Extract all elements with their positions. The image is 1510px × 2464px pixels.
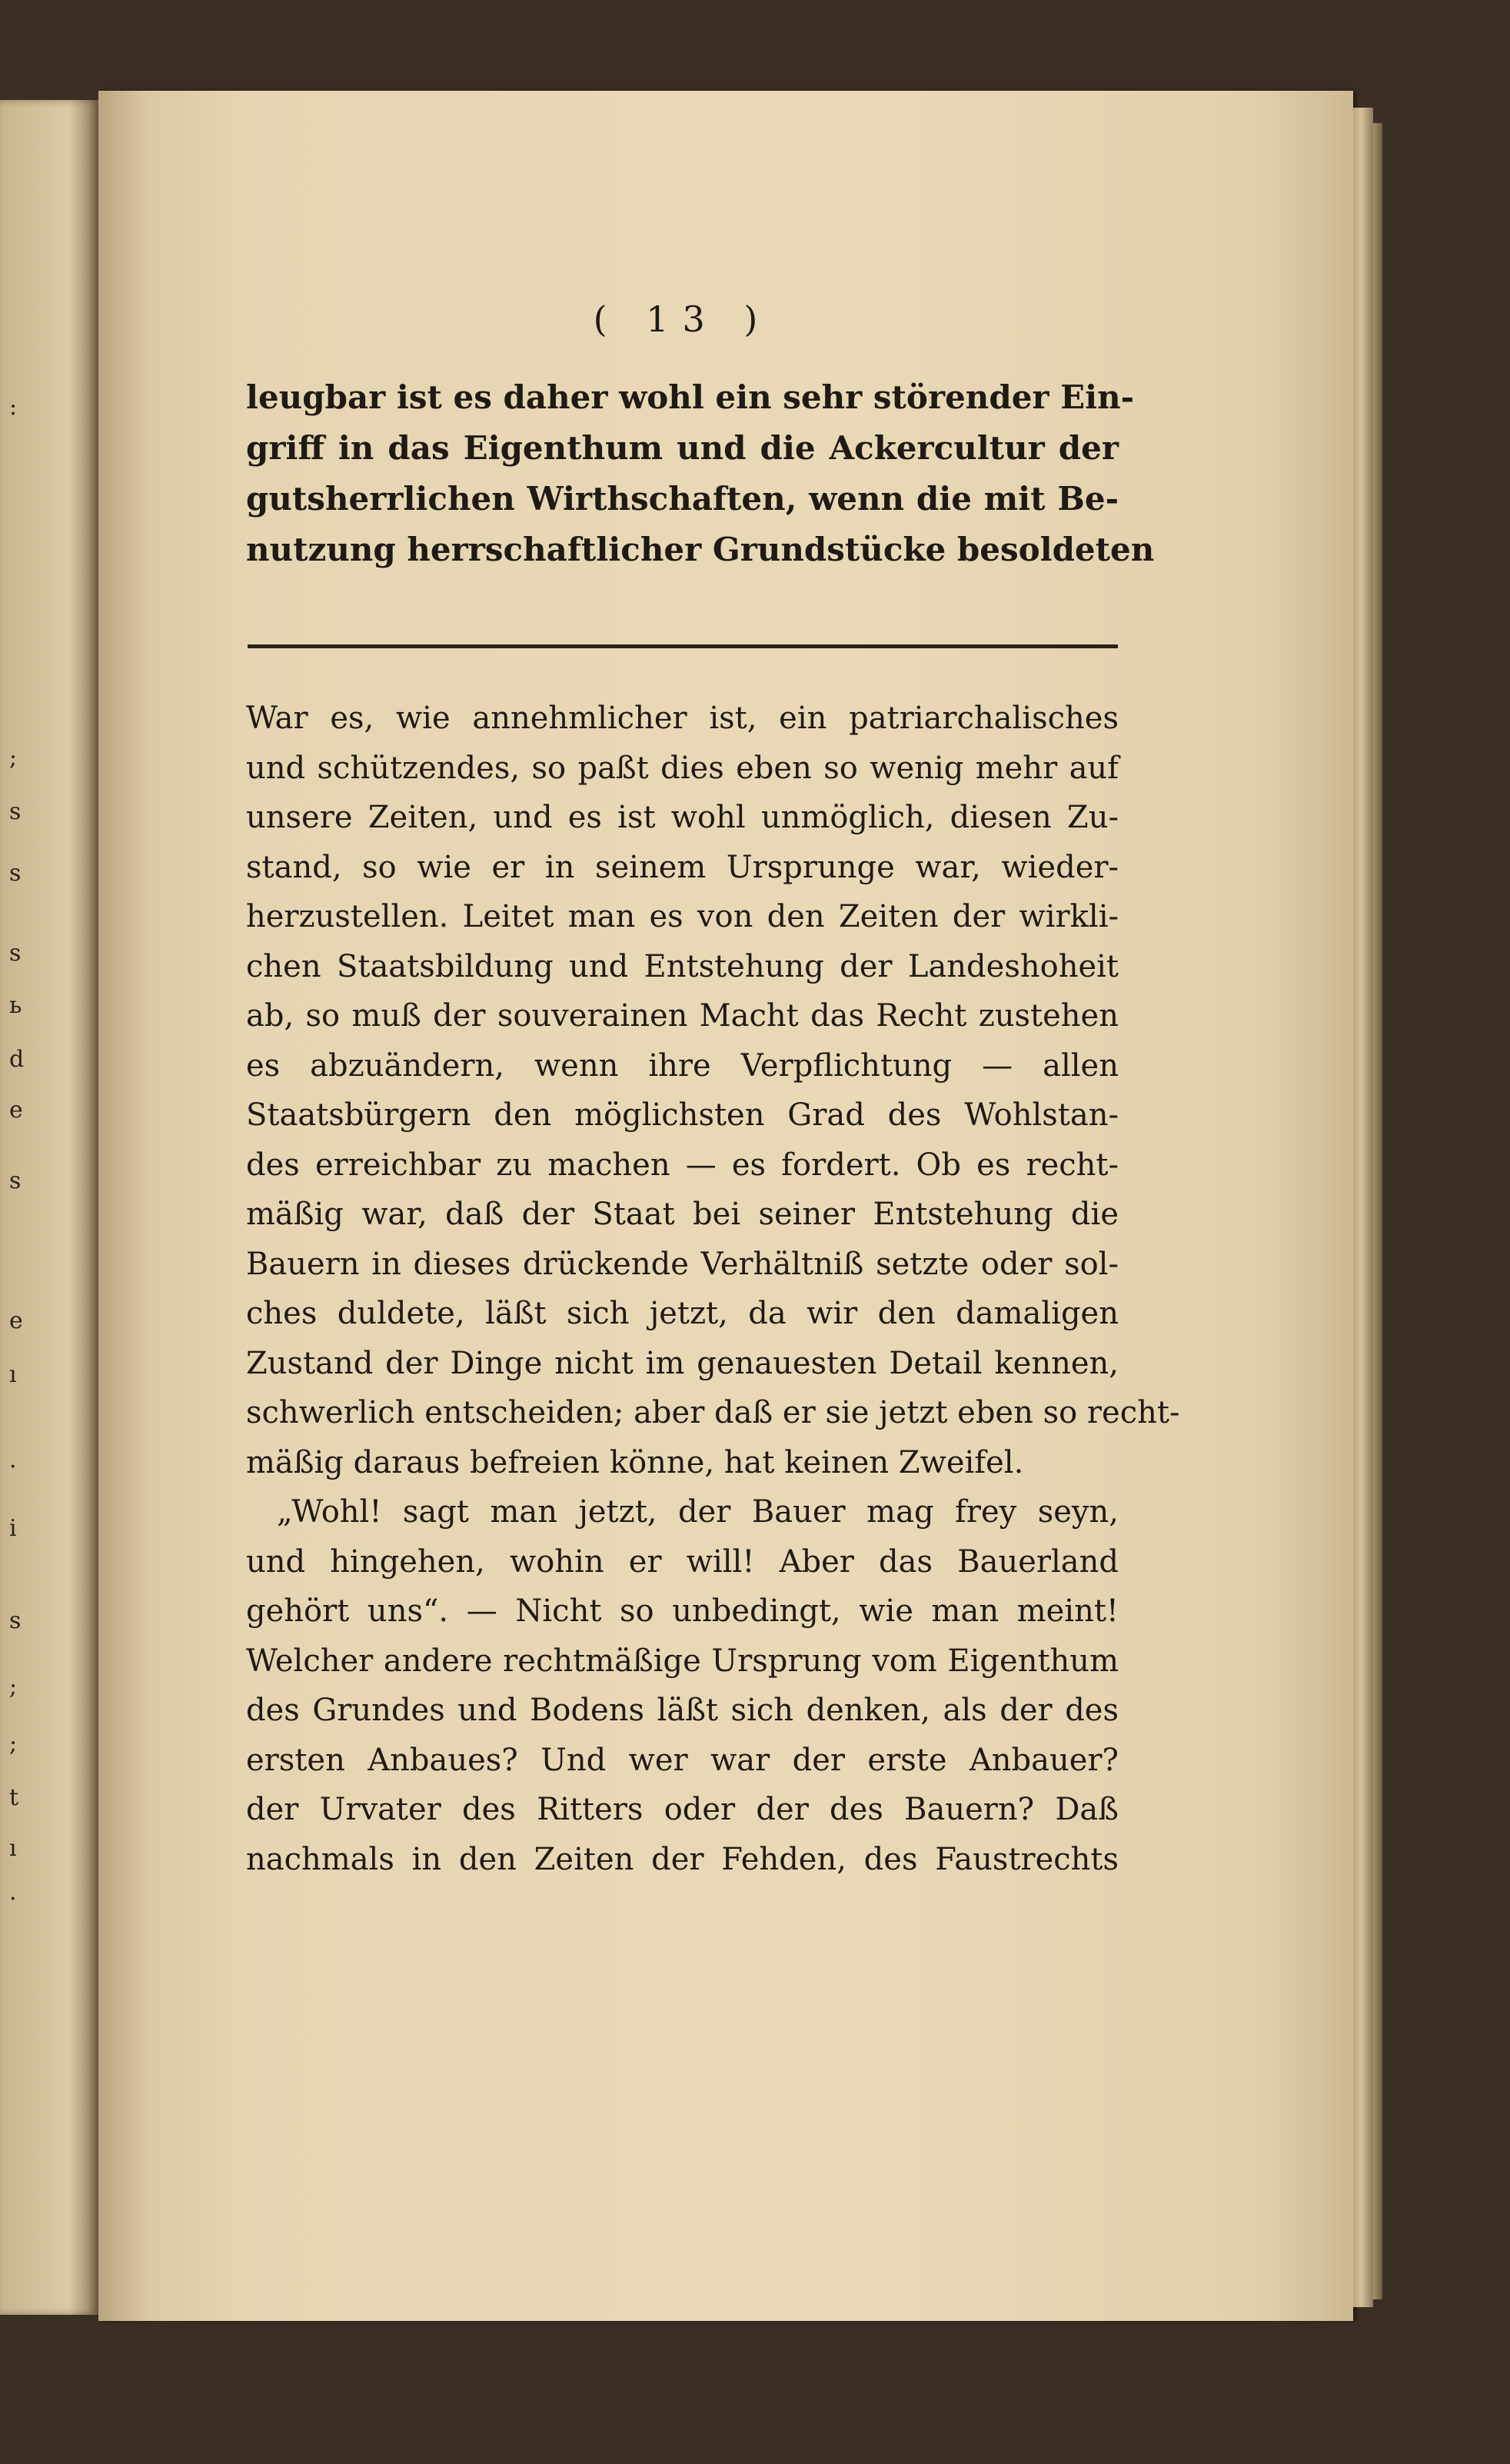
footnote-line: chen Staatsbildung und Entstehung der Landeshoheit [246,948,1119,984]
footnote-line: herzustellen. Leitet man es von den Zeiten der wirkli- [246,899,1119,934]
margin-mark: s [9,940,22,967]
margin-mark: s [9,860,22,887]
page-fore-edge [1353,108,1373,2307]
footnote-line: Welcher andere rechtmäßige Ursprung vom Eigenthum [246,1643,1119,1679]
footnote-line: mäßig war, daß der Staat bei seiner Entstehung die [246,1197,1119,1232]
margin-mark: d [9,1046,25,1073]
footnote-line: Bauern in dieses drückende Verhältniß setzte oder sol- [246,1246,1119,1282]
left-page-edge [0,100,98,2315]
margin-mark: · [9,1453,17,1480]
margin-mark: ı [9,1835,17,1862]
margin-mark: : [9,394,18,421]
margin-mark: s [9,798,22,825]
footnote-line: mäßig daraus befreien könne, hat keinen Zweifel. [246,1444,1024,1480]
text-line: nutzung herrschaftlicher Grundstücke besoldeten [246,531,1155,568]
page-number: ( 13 ) [593,298,772,340]
margin-mark: ; [9,744,18,771]
margin-mark: t [9,1784,19,1811]
footnote-line: es abzuändern, wenn ihre Verpflichtung — allen [246,1047,1119,1084]
margin-mark: ; [9,1730,18,1757]
footnote-line: ab, so muß der souverainen Macht das Recht zustehen [246,998,1119,1034]
footnote-line: des Grundes und Bodens läßt sich denken, als der des [246,1693,1119,1728]
text-line: leugbar ist es daher wohl ein sehr störender Ein- [246,378,1135,416]
margin-mark: ь [9,992,22,1019]
footnote-line: ches duldete, läßt sich jetzt, da wir den damaligen [246,1296,1119,1331]
margin-mark: s [9,1607,22,1634]
footnote-line: unsere Zeiten, und es ist wohl unmöglich, diesen Zu- [246,800,1119,835]
margin-mark: s [9,1167,22,1194]
footnote-line: stand, so wie er in seinem Ursprunge war, wieder- [246,849,1119,885]
footnote-block [246,694,1180,1884]
margin-mark: e [9,1307,23,1334]
margin-mark: ı [9,1361,17,1388]
margin-mark: · [9,1886,17,1913]
footnote-separator-rule [248,644,1118,648]
margin-mark: i [9,1515,17,1542]
text-line: gutsherrlichen Wirthschaften, wenn die mit Be- [246,480,1119,518]
footnote-line: gehört uns“. — Nicht so unbedingt, wie man meint! [246,1593,1119,1629]
page-fore-edge-shadow [1373,123,1382,2299]
footnote-line: schwerlich entscheiden; aber daß er sie jetzt eben so recht- [246,1395,1180,1430]
footnote-line: des erreichbar zu machen — es fordert. Ob es recht- [246,1147,1119,1183]
left-page-margin-marks [0,100,31,2315]
footnote-line: War es, wie annehmlicher ist, ein patriarchalisches [246,701,1119,736]
margin-mark: e [9,1097,23,1124]
footnote-line: „Wohl! sagt man jetzt, der Bauer mag frey seyn, [277,1494,1119,1530]
footnote-line: und schützendes, so paßt dies eben so wenig mehr auf [246,750,1119,786]
footnote-line: und hingehen, wohin er will! Aber das Bauerland [246,1543,1119,1580]
text-line: griff in das Eigenthum und die Ackercultur der [246,429,1119,467]
footnote-line: Staatsbürgern den möglichsten Grad des Wohlstan- [246,1097,1119,1133]
footnote-line: nachmals in den Zeiten der Fehden, des Faustrechts [246,1841,1119,1877]
footnote-line: der Urvater des Ritters oder der des Bauern? Daß [246,1792,1119,1827]
footnote-line: Zustand der Dinge nicht im genauesten Detail kennen, [246,1345,1119,1381]
footnote-line: ersten Anbaues? Und wer war der erste Anbauer? [246,1742,1119,1778]
margin-mark: ; [9,1673,18,1700]
main-text-block [246,372,1155,575]
